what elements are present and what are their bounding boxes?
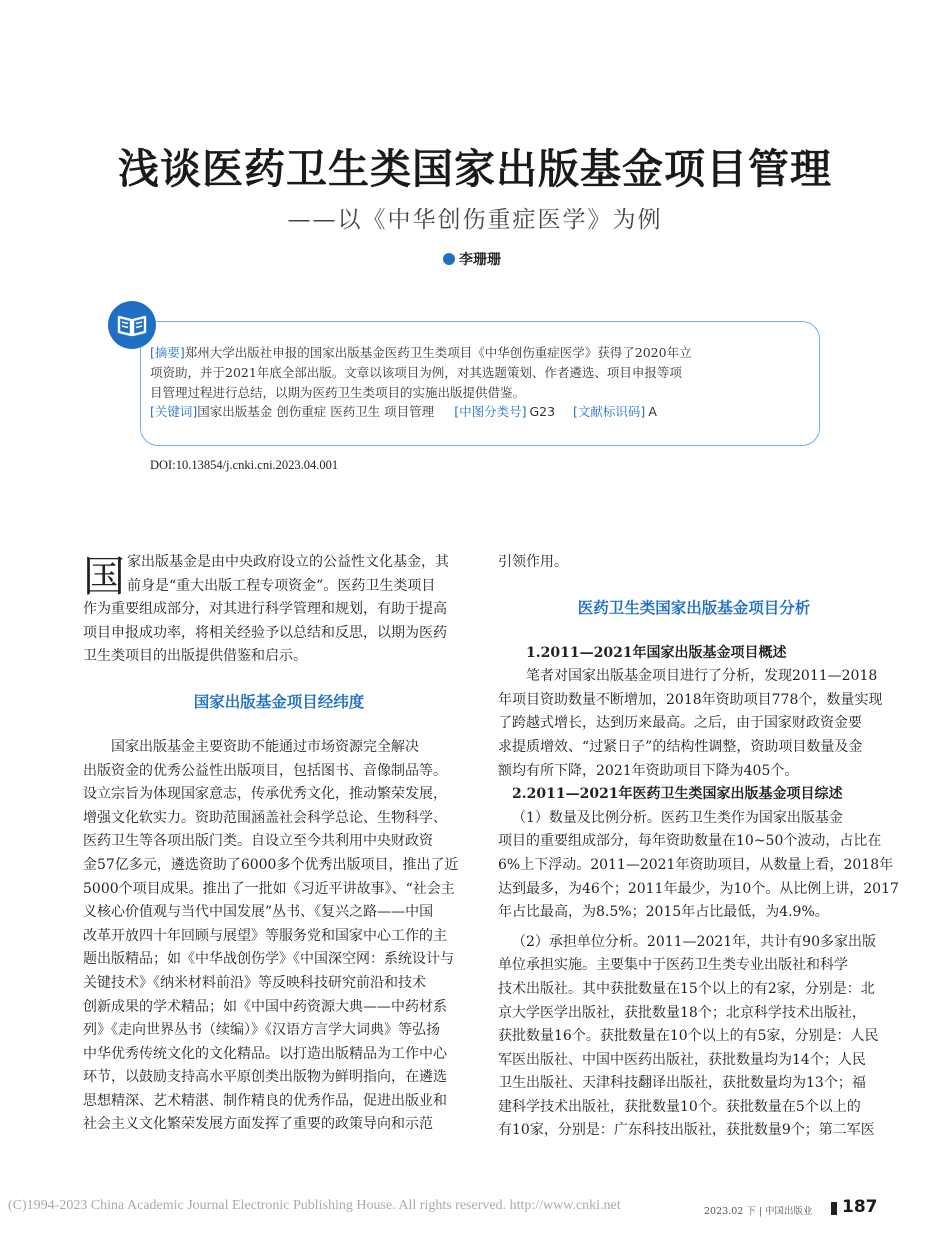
paragraph-line: 中华优秀传统文化的文化精品。以打造出版精品为工作中心 [83,1045,447,1062]
paragraph-line: 列》《走向世界丛书（续编）》《汉语方言学大词典》等弘扬 [83,1022,440,1039]
paragraph-line: 金57亿多元，遴选资助了6000多个优秀出版项目，推出了近 [83,856,459,873]
author-name: 李珊珊 [459,252,501,268]
paragraph-line: 5000个项目成果。推出了一批如《习近平讲故事》、“社会主 [83,880,455,897]
section-heading: 国家出版基金项目经纬度 [193,692,365,711]
paragraph-line: 达到最多，为46个；2011年最少，为10个。从比例上讲，2017 [498,880,899,897]
article-title: 浅谈医药卫生类国家出版基金项目管理 [118,145,832,193]
keywords-label: [关键词] [150,404,198,420]
paragraph-line: 国家出版基金主要资助不能通过市场资源完全解决 [111,738,419,755]
paragraph-line: 创新成果的学术精品；如《中国中药资源大典——中药材系 [83,998,447,1015]
paragraph-line: 年项目资助数量不断增加，2018年资助项目778个，数量实现 [498,691,883,708]
section-heading: 医药卫生类国家出版基金项目分析 [577,598,811,617]
paragraph-line: 出版资金的优秀公益性出版项目，包括图书、音像制品等。 [83,762,447,779]
paragraph-line: 作为重要组成部分，对其进行科学管理和规划，有助于提高 [83,601,447,618]
paragraph-line: 改革开放四十年回顾与展望》等服务党和国家中心工作的主 [83,927,447,944]
paragraph-line: 环节，以鼓励支持高水平原创类出版物为鲜明指向，在遴选 [83,1069,447,1086]
doc-value: A [648,404,657,420]
paragraph-line: 有10家，分别是：广东科技出版社，获批数量9个；第二军医 [498,1122,875,1139]
paragraph-line: 获批数量16个。获批数量在10个以上的有5家，分别是：人民 [498,1028,879,1045]
abstract [150,343,810,422]
article-subtitle: ——以《中华创伤重症医学》为例 [287,207,663,233]
paragraph-line: 建科学技术出版社，获批数量10个。获批数量在5个以上的 [498,1098,861,1115]
paragraph-line: （2）承担单位分析。2011—2021年，共计有90多家出版 [512,933,876,950]
paragraph-line: 单位承担实施。主要集中于医药卫生类专业出版社和科学 [498,957,848,974]
paragraph-line: 设立宗旨为体现国家意志，传承优秀文化，推动繁荣发展， [83,786,447,803]
page-marker-bar [831,1202,837,1215]
paragraph-line: 前身是“重大出版工程专项资金”。医药卫生类项目 [127,577,436,594]
keywords: 国家出版基金 创伤重症 医药卫生 项目管理 [197,404,435,420]
abstract-line: 目管理过程进行总结，以期为医药卫生类项目的实施出版提供借鉴。 [150,384,526,400]
left-column [83,551,475,1137]
doi: DOI:10.13854/j.cnki.cni.2023.04.001 [150,458,339,472]
paragraph-line: 技术出版社。其中获批数量在15个以上的有2家，分别是：北 [498,980,875,997]
open-book-icon [108,301,156,349]
abstract-line: 项资助，并于2021年底全部出版。文章以该项目为例，对其选题策划、作者遴选、项目申报等项 [150,364,682,380]
clc-label: [中图分类号] [454,404,527,420]
paragraph-line: 项目申报成功率，将相关经验予以总结和反思，以期为医药 [83,624,447,641]
author [443,249,501,269]
abstract-label: [摘要] [150,345,185,360]
paragraph-line: 家出版基金是由中央政府设立的公益性文化基金，其 [127,554,449,570]
paragraph-line: 题出版精品；如《中华战创伤学》《中国深空网：系统设计与 [83,951,454,968]
right-column [498,551,899,1143]
paragraph-line: 京大学医学出版社，获批数量18个；北京科学技术出版社， [498,1004,866,1021]
paragraph-line: 医药卫生等各项出版门类。自设立至今共利用中央财政资 [83,833,433,850]
keywords-row [150,402,810,422]
paragraph-line: 笔者对国家出版基金项目进行了分析，发现2011—2018 [526,668,878,685]
paragraph-line: 引领作用。 [498,554,568,570]
journal-footer: 2023.02 下 | 中国出版业 [704,1206,813,1217]
paragraph-line: 思想精深、艺术精湛、制作精良的优秀作品，促进出版业和 [83,1092,447,1109]
clc-value: G23 [529,404,556,420]
paragraph-line: 6%上下浮动。2011—2021年资助项目，从数量上看，2018年 [498,856,894,873]
paragraph-line: 关键技术》《纳米材料前沿》等反映科技研究前沿和技术 [83,974,426,991]
paragraph-line: 年占比最高，为8.5%；2015年占比最低，为4.9%。 [498,904,829,921]
subsection-heading: 1.2011—2021年国家出版基金项目概述 [526,644,787,661]
abstract-line: [摘要]郑州大学出版社申报的国家出版基金医药卫生类项目《中华创伤重症医学》获得了2020年立 [150,345,692,360]
paragraph-line: 卫生出版社、天津科技翻译出版社，获批数量均为13个；福 [498,1075,866,1092]
drop-cap: 国 [83,552,126,601]
copyright-watermark: (C)1994-2023 China Academic Journal Electronic Publishing House. All rights reserved. http://www.cnki.net [8,1198,621,1213]
paragraph-line: 社会主义文化繁荣发展方面发挥了重要的政策导向和示范 [83,1116,433,1133]
paragraph-line: 义核心价值观与当代中国发展”丛书、《复兴之路——中国 [83,904,434,921]
paragraph-line: 军医出版社、中国中医药出版社，获批数量均为14个；人民 [498,1051,866,1068]
paragraph-line: 增强文化软实力。资助范围涵盖社会科学总论、生物科学、 [83,809,447,826]
doc-label: [文献标识码] [573,404,646,420]
paragraph-line: 卫生类项目的出版提供借鉴和启示。 [83,648,307,665]
paragraph-line: 了跨越式增长，达到历来最高。之后，由于国家财政资金要 [498,715,862,732]
paragraph-line: 额均有所下降，2021年资助项目下降为405个。 [498,762,799,779]
author-dot-icon [443,253,455,265]
paragraph-line: （1）数量及比例分析。医药卫生类作为国家出版基金 [512,809,843,826]
subsection-heading: 2.2011—2021年医药卫生类国家出版基金项目综述 [512,786,843,803]
paragraph-line: 项目的重要组成部分，每年资助数量在10~50个波动，占比在 [498,833,882,850]
paragraph-line: 求提质增效、“过紧日子”的结构性调整，资助项目数量及金 [498,738,863,755]
page-number: 187 [842,1197,878,1217]
